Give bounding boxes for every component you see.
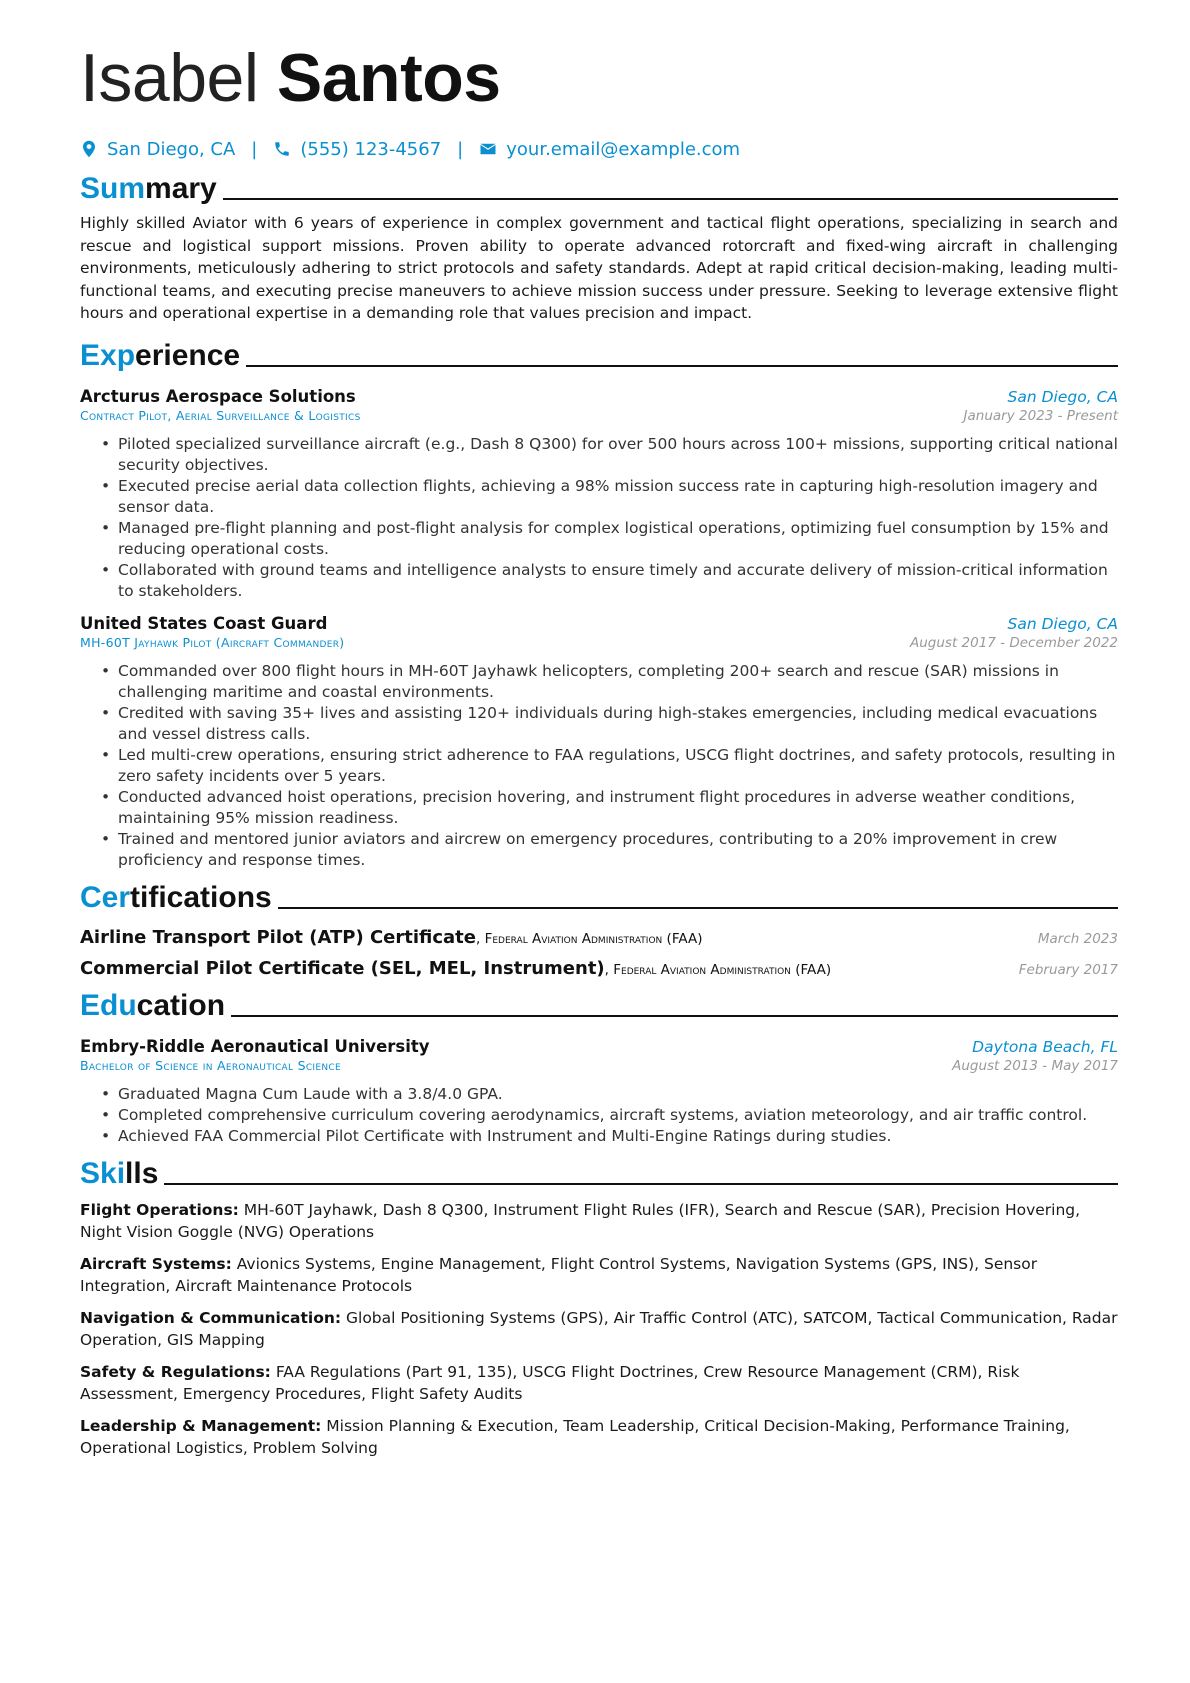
skill-text: FAA Regulations (Part 91, 135), USCG Flight Doctrines, Crew Resource Management (CRM), Risk Assessment, Emergency Procedures, Flight Safety Audits xyxy=(80,1362,1020,1403)
education-entry xyxy=(80,1037,1118,1147)
job-role: Contract Pilot, Aerial Surveillance & Logistics xyxy=(80,407,361,423)
list-item: • Executed precise aerial data collection flights, achieving a 98% mission success rate in capturing high-resolution imagery and sensor data. xyxy=(118,476,1118,518)
cert-date: March 2023 xyxy=(1037,930,1118,947)
section-title xyxy=(80,339,240,373)
list-item: • Trained and mentored junior aviators and aircrew on emergency procedures, contributing to a 20% improvement in crew proficiency and response times. xyxy=(118,829,1118,871)
title-accent: Exp xyxy=(80,338,136,372)
cert-issuer: , Federal Aviation Administration (FAA) xyxy=(476,930,703,947)
job-dates: August 2017 - December 2022 xyxy=(910,634,1118,651)
skill-text: Avionics Systems, Engine Management, Flight Control Systems, Navigation Systems (GPS, INS), Sensor Integration, Aircraft Maintenance Protocols xyxy=(80,1254,1038,1295)
section-rule xyxy=(246,365,1118,367)
summary-heading xyxy=(80,166,1118,206)
certification-item xyxy=(80,927,1118,948)
phone-icon xyxy=(273,140,291,158)
candidate-name xyxy=(80,38,1118,118)
list-item: • Credited with saving 35+ lives and assisting 120+ individuals during high-stakes emergencies, including medical evacuations and vessel distress calls. xyxy=(118,703,1118,745)
job-entry xyxy=(80,614,1118,871)
title-accent: Edu xyxy=(80,988,137,1022)
school-name: Embry-Riddle Aeronautical University xyxy=(80,1036,430,1056)
title-accent: Sum xyxy=(80,172,146,205)
summary-text: Highly skilled Aviator with 6 years of experience in complex government and tactical flight operations, specializing in search and rescue and logistical support missions. Proven ability to operate advanced rotorcraft and fixed-wing aircraft in challenging environments, meticulously adhering to strict protocols and safety standards. Adept at rapid critical decision-making, leading multi-functional teams, and executing precise maneuvers to achieve mission success under pressure. Seeking to leverage extensive flight hours and operational expertise in a demanding role that values precision and impact. xyxy=(80,214,1118,322)
job-bullets xyxy=(80,661,1118,871)
title-rest: cation xyxy=(136,988,226,1022)
list-item: • Led multi-crew operations, ensuring strict adherence to FAA regulations, USCG flight doctrines, and safety protocols, resulting in zero safety incidents over 5 years. xyxy=(118,745,1118,787)
phone-text: (555) 123-4567 xyxy=(300,138,442,160)
cert-date: February 2017 xyxy=(1018,961,1118,978)
job-bullets xyxy=(80,434,1118,602)
list-item: • Collaborated with ground teams and intelligence analysts to ensure timely and accurate delivery of mission-critical information to stakeholders. xyxy=(118,560,1118,602)
title-accent: Ski xyxy=(80,1156,126,1190)
contact-location xyxy=(80,139,235,160)
location-text: San Diego, CA xyxy=(107,138,236,160)
section-title xyxy=(80,881,272,915)
degree: Bachelor of Science in Aeronautical Science xyxy=(80,1057,341,1073)
certifications-heading xyxy=(80,875,1118,915)
section-rule xyxy=(223,198,1118,200)
skill-group xyxy=(80,1199,1118,1244)
job-dates: January 2023 - Present xyxy=(963,407,1118,424)
last-name: Santos xyxy=(276,40,501,116)
list-item: • Conducted advanced hoist operations, precision hovering, and instrument flight procedures in adverse weather conditions, maintaining 95% mission readiness. xyxy=(118,787,1118,829)
section-rule xyxy=(164,1183,1118,1185)
title-rest: erience xyxy=(135,338,241,372)
job-org: Arcturus Aerospace Solutions xyxy=(80,386,356,406)
cert-name: Commercial Pilot Certificate (SEL, MEL, Instrument) xyxy=(80,957,605,979)
title-rest: mary xyxy=(145,172,217,205)
skill-group xyxy=(80,1361,1118,1406)
contact-separator: | xyxy=(251,138,258,160)
title-rest: tifications xyxy=(130,880,272,914)
job-org: United States Coast Guard xyxy=(80,613,328,633)
cert-name: Airline Transport Pilot (ATP) Certificate xyxy=(80,926,476,948)
education-heading xyxy=(80,983,1118,1023)
skill-label: Safety & Regulations: xyxy=(80,1362,271,1381)
map-pin-icon xyxy=(80,140,98,158)
education-bullets xyxy=(80,1084,1118,1147)
experience-heading xyxy=(80,333,1118,373)
skill-label: Navigation & Communication: xyxy=(80,1308,342,1327)
list-item: • Commanded over 800 flight hours in MH-60T Jayhawk helicopters, completing 200+ search and rescue (SAR) missions in challenging maritime and coastal environments. xyxy=(118,661,1118,703)
list-item: • Graduated Magna Cum Laude with a 3.8/4.0 GPA. xyxy=(118,1084,1118,1105)
title-accent: Cer xyxy=(80,880,131,914)
first-name: Isabel xyxy=(80,40,259,116)
skill-text: MH-60T Jayhawk, Dash 8 Q300, Instrument Flight Rules (IFR), Search and Rescue (SAR), Precision Hovering, Night Vision Goggle (NVG) Operations xyxy=(80,1200,1081,1241)
school-location: Daytona Beach, FL xyxy=(972,1037,1118,1056)
contact-phone[interactable] xyxy=(273,139,441,160)
skill-group xyxy=(80,1307,1118,1352)
list-item: • Piloted specialized surveillance aircraft (e.g., Dash 8 Q300) for over 500 hours across 100+ missions, supporting critical national security objectives. xyxy=(118,434,1118,476)
skill-group xyxy=(80,1253,1118,1298)
email-link[interactable]: your.email@example.com xyxy=(506,138,741,160)
section-rule xyxy=(231,1015,1118,1017)
job-entry xyxy=(80,387,1118,602)
education-dates: August 2013 - May 2017 xyxy=(952,1057,1118,1074)
skill-label: Leadership & Management: xyxy=(80,1416,322,1435)
contact-line xyxy=(80,136,1118,162)
skill-label: Aircraft Systems: xyxy=(80,1254,232,1273)
job-location: San Diego, CA xyxy=(1007,614,1118,633)
certification-item xyxy=(80,958,1118,979)
skill-label: Flight Operations: xyxy=(80,1200,239,1219)
skill-text: Mission Planning & Execution, Team Leadership, Critical Decision-Making, Performance Training, Operational Logistics, Problem Solving xyxy=(80,1416,1070,1457)
skill-text: Global Positioning Systems (GPS), Air Traffic Control (ATC), SATCOM, Tactical Communication, Radar Operation, GIS Mapping xyxy=(80,1308,1118,1349)
section-title xyxy=(80,1157,158,1191)
section-title xyxy=(80,172,217,206)
list-item: • Achieved FAA Commercial Pilot Certificate with Instrument and Multi-Engine Ratings during studies. xyxy=(118,1126,1118,1147)
title-rest: lls xyxy=(125,1156,159,1190)
section-rule xyxy=(278,907,1118,909)
skill-group xyxy=(80,1415,1118,1460)
skills-heading xyxy=(80,1151,1118,1191)
envelope-icon xyxy=(479,140,497,158)
skills-list xyxy=(80,1199,1118,1460)
job-role: MH-60T Jayhawk Pilot (Aircraft Commander) xyxy=(80,634,345,650)
contact-email[interactable] xyxy=(479,139,740,160)
cert-issuer: , Federal Aviation Administration (FAA) xyxy=(604,961,832,978)
list-item: • Managed pre-flight planning and post-flight analysis for complex logistical operations, optimizing fuel consumption by 15% and reducing operational costs. xyxy=(118,518,1118,560)
section-title xyxy=(80,989,225,1023)
job-location: San Diego, CA xyxy=(1007,387,1118,406)
contact-separator: | xyxy=(457,138,464,160)
list-item: • Completed comprehensive curriculum covering aerodynamics, aircraft systems, aviation meteorology, and air traffic control. xyxy=(118,1105,1118,1126)
